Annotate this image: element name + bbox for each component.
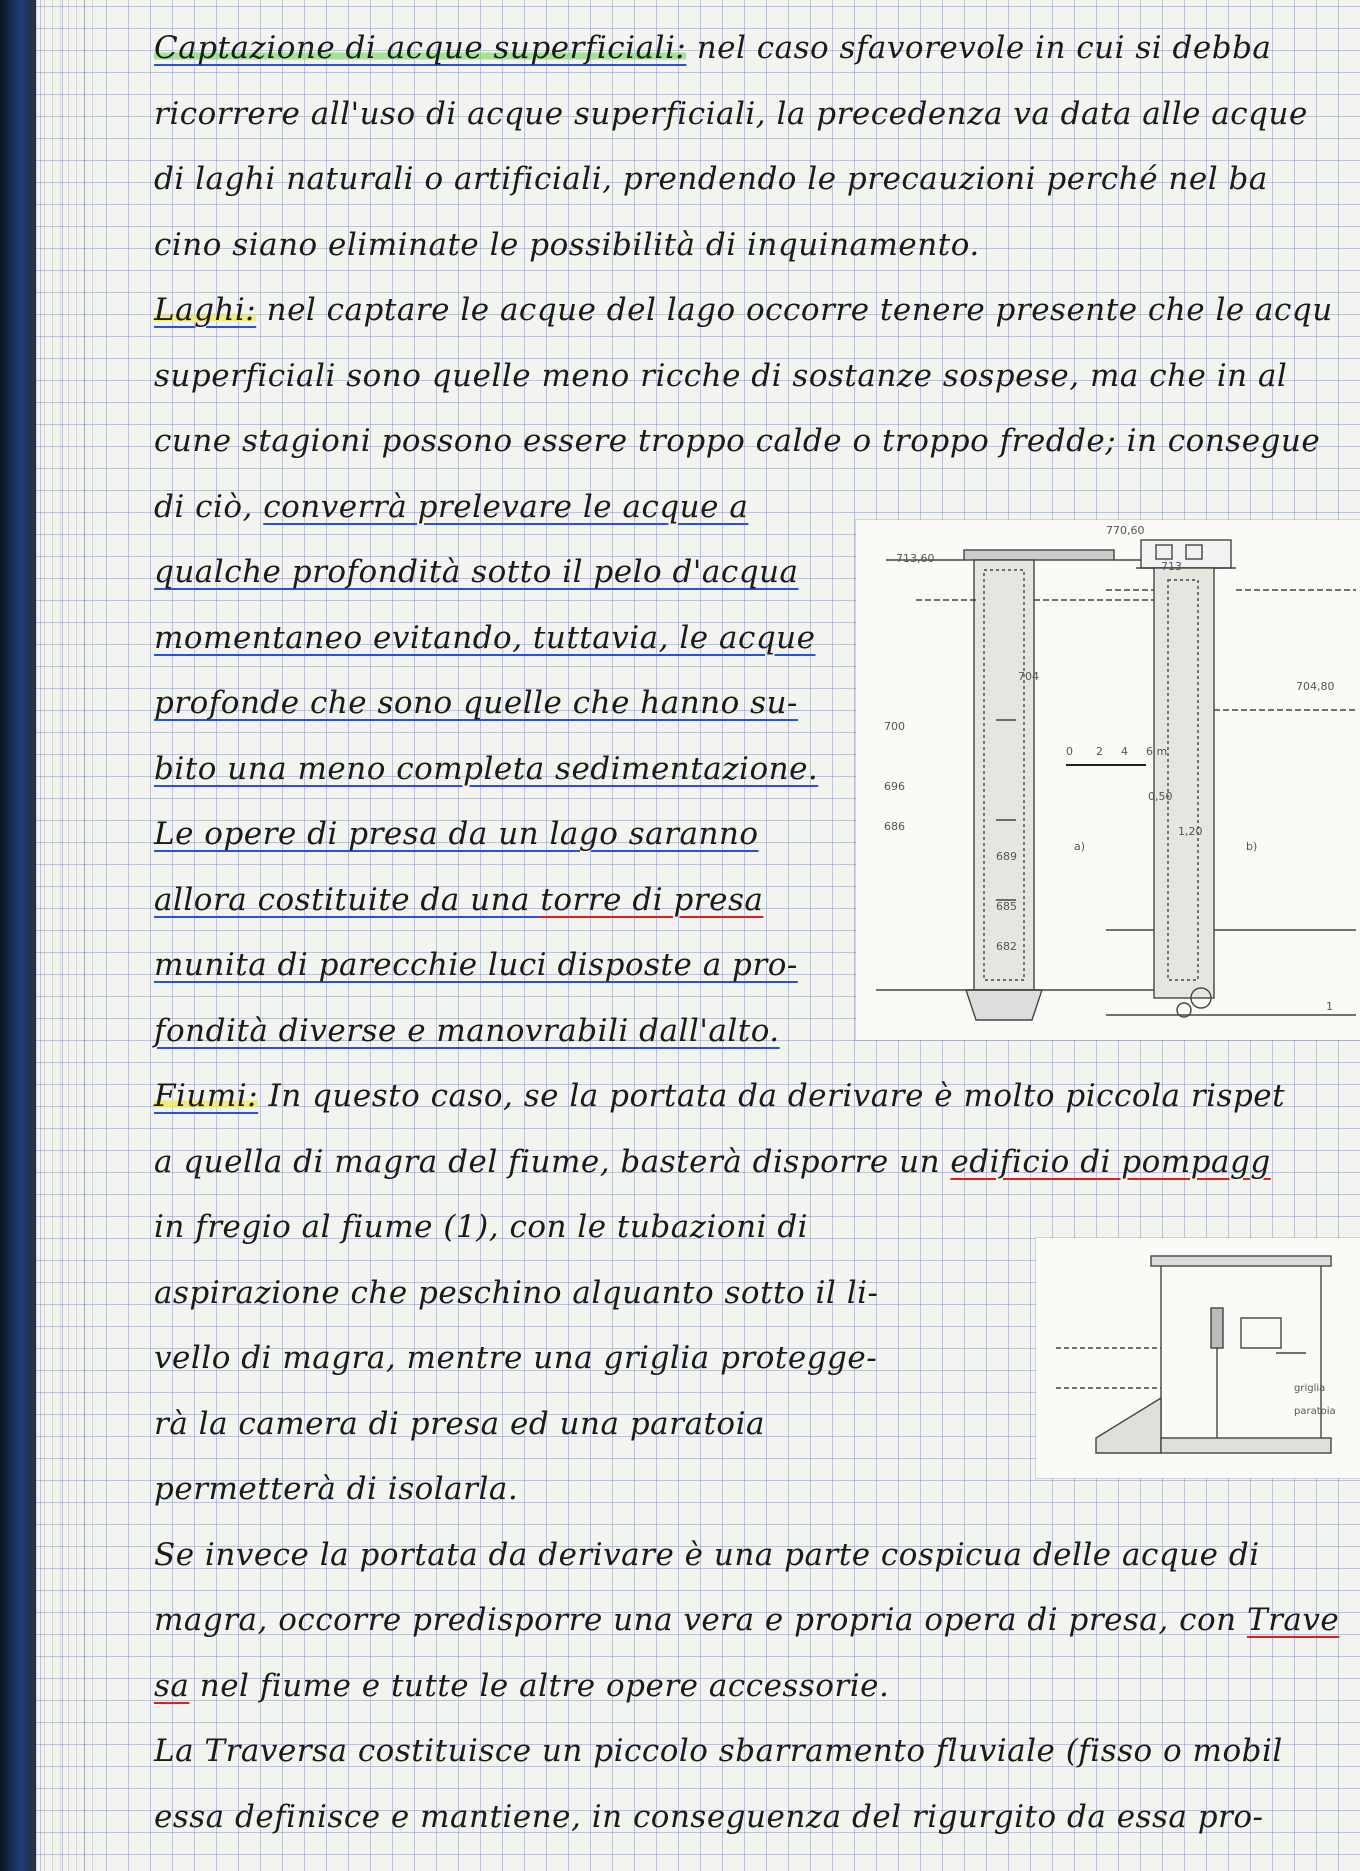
text-line — [154, 227, 980, 263]
line-text: in fregio al fiume (1), con le tubazioni di — [154, 1209, 809, 1245]
figure-label: 682 — [996, 940, 1017, 953]
heading-section: Laghi: — [154, 292, 257, 328]
figure-label: 713 — [1161, 560, 1182, 573]
text-line — [154, 1275, 879, 1311]
underlined-text: munita di parecchie luci disposte a pro- — [154, 947, 798, 983]
line-text: cino siano eliminate le possibilità di inquinamento. — [154, 226, 980, 263]
underlined-text: momentaneo evitando, tuttavia, le acque — [154, 619, 816, 656]
figure-label: 0 — [1066, 745, 1073, 758]
text-line — [154, 1471, 518, 1507]
figure-label: 6 m — [1146, 745, 1168, 758]
line-text: permetterà di isolarla. — [154, 1471, 519, 1507]
text-line — [154, 620, 815, 656]
figure-label: b) — [1246, 840, 1258, 853]
figure-label: 713,60 — [896, 552, 935, 565]
underlined-text: profonde che sono quelle che hanno su- — [154, 685, 799, 721]
line-text: nel captare le acque del lago occorre tenere presente che le acqu — [256, 292, 1333, 328]
line-text: essa definisce e mantiene, in conseguenza del rigurgito da essa pro- — [154, 1798, 1264, 1835]
figure-label: 1,20 — [1178, 825, 1203, 838]
text-line — [154, 30, 1271, 66]
red-underlined-text: edificio di pompagg — [950, 1143, 1271, 1180]
figure-label: 689 — [996, 850, 1017, 863]
intake-towers-drawing — [856, 520, 1360, 1040]
line-text: di ciò, — [154, 488, 264, 525]
underlined-text: bito una meno completa sedimentazione. — [154, 750, 819, 787]
line-text: La Traversa costituisce un piccolo sbarramento fluviale (fisso o mobil — [154, 1733, 1283, 1769]
figure-label: 704,80 — [1296, 680, 1335, 693]
text-line — [154, 751, 818, 787]
figure-label: 685 — [996, 900, 1017, 913]
red-underlined-text: sa — [154, 1667, 190, 1704]
line-text: a quella di magra del fiume, basterà disporre un — [154, 1143, 951, 1180]
text-line — [154, 1799, 1264, 1835]
line-text: nel caso sfavorevole in cui si debba — [686, 30, 1272, 66]
underlined-text: allora costituite da una — [154, 881, 541, 918]
text-line — [154, 685, 798, 721]
line-text: magra, occorre predisporre una vera e propria opera di presa, con — [154, 1602, 1247, 1638]
figure-label: 4 — [1121, 745, 1128, 758]
text-line — [154, 358, 1287, 394]
line-text: ricorrere all'uso di acque superficiali, la precedenza va data alle acque — [154, 95, 1308, 132]
text-line — [154, 882, 763, 918]
text-line — [154, 1733, 1283, 1769]
text-line — [154, 554, 799, 590]
figure-label: a) — [1074, 840, 1086, 853]
underlined-text: fondità diverse e manovrabili dall'alto. — [154, 1012, 780, 1049]
figure-label: 704 — [1018, 670, 1039, 683]
figure-label: 770,60 — [1106, 524, 1145, 537]
figure-label: 700 — [884, 720, 905, 733]
figure-label: 696 — [884, 780, 905, 793]
text-line — [154, 1668, 889, 1704]
red-underlined-text: torre di presa — [540, 881, 764, 918]
line-text: cune stagioni possono essere troppo calde o troppo fredde; in consegue — [154, 423, 1321, 459]
text-line — [154, 423, 1320, 459]
line-text: nel fiume e tutte le altre opere accessorie. — [189, 1667, 890, 1704]
text-line — [154, 816, 759, 852]
text-line — [154, 489, 748, 525]
figure-label: 686 — [884, 820, 905, 833]
text-line — [154, 1406, 765, 1442]
underlined-text: Le opere di presa da un lago saranno — [154, 816, 759, 852]
figure-label: 0,50 — [1148, 790, 1173, 803]
line-text: di laghi naturali o artificiali, prendendo le precauzioni perché nel ba — [154, 161, 1268, 197]
figure-intake-towers — [856, 520, 1360, 1040]
text-line — [154, 1602, 1339, 1638]
text-line — [154, 1340, 877, 1376]
line-text: rà la camera di presa ed una paratoia — [154, 1405, 765, 1442]
line-text: superficiali sono quelle meno ricche di sostanze sospese, ma che in al — [154, 357, 1288, 394]
heading-captazione: Captazione di acque superficiali: — [154, 30, 687, 66]
notebook-page — [36, 0, 1360, 1871]
line-text: vello di magra, mentre una griglia protegge- — [154, 1340, 878, 1376]
heading-section: Fiumi: — [154, 1078, 259, 1114]
text-line — [154, 292, 1333, 328]
figure-label: 1 — [1326, 1000, 1333, 1013]
figure-label: paratoia — [1294, 1406, 1336, 1417]
text-line — [154, 161, 1268, 197]
figure-label: griglia — [1294, 1383, 1326, 1394]
text-line — [154, 1537, 1260, 1573]
text-line — [154, 1144, 1271, 1180]
red-underlined-text: Trave — [1246, 1602, 1340, 1638]
text-line — [154, 1209, 808, 1245]
figure-pumping-building — [1036, 1238, 1360, 1478]
figure-label: 2 — [1096, 745, 1103, 758]
text-line — [154, 1078, 1285, 1114]
line-text: aspirazione che peschino alquanto sotto il li- — [154, 1274, 879, 1311]
text-line — [154, 1013, 780, 1049]
text-line — [154, 947, 798, 983]
notebook-spine — [0, 0, 36, 1871]
underlined-text: converrà prelevare le acque a — [263, 488, 749, 525]
text-line — [154, 96, 1308, 132]
underlined-text: qualche profondità sotto il pelo d'acqua — [154, 554, 799, 590]
line-text: Se invece la portata da derivare è una parte cospicua delle acque di — [154, 1536, 1260, 1573]
line-text: In questo caso, se la portata da derivare è molto piccola rispet — [258, 1078, 1286, 1114]
pumping-building-drawing — [1036, 1238, 1360, 1478]
